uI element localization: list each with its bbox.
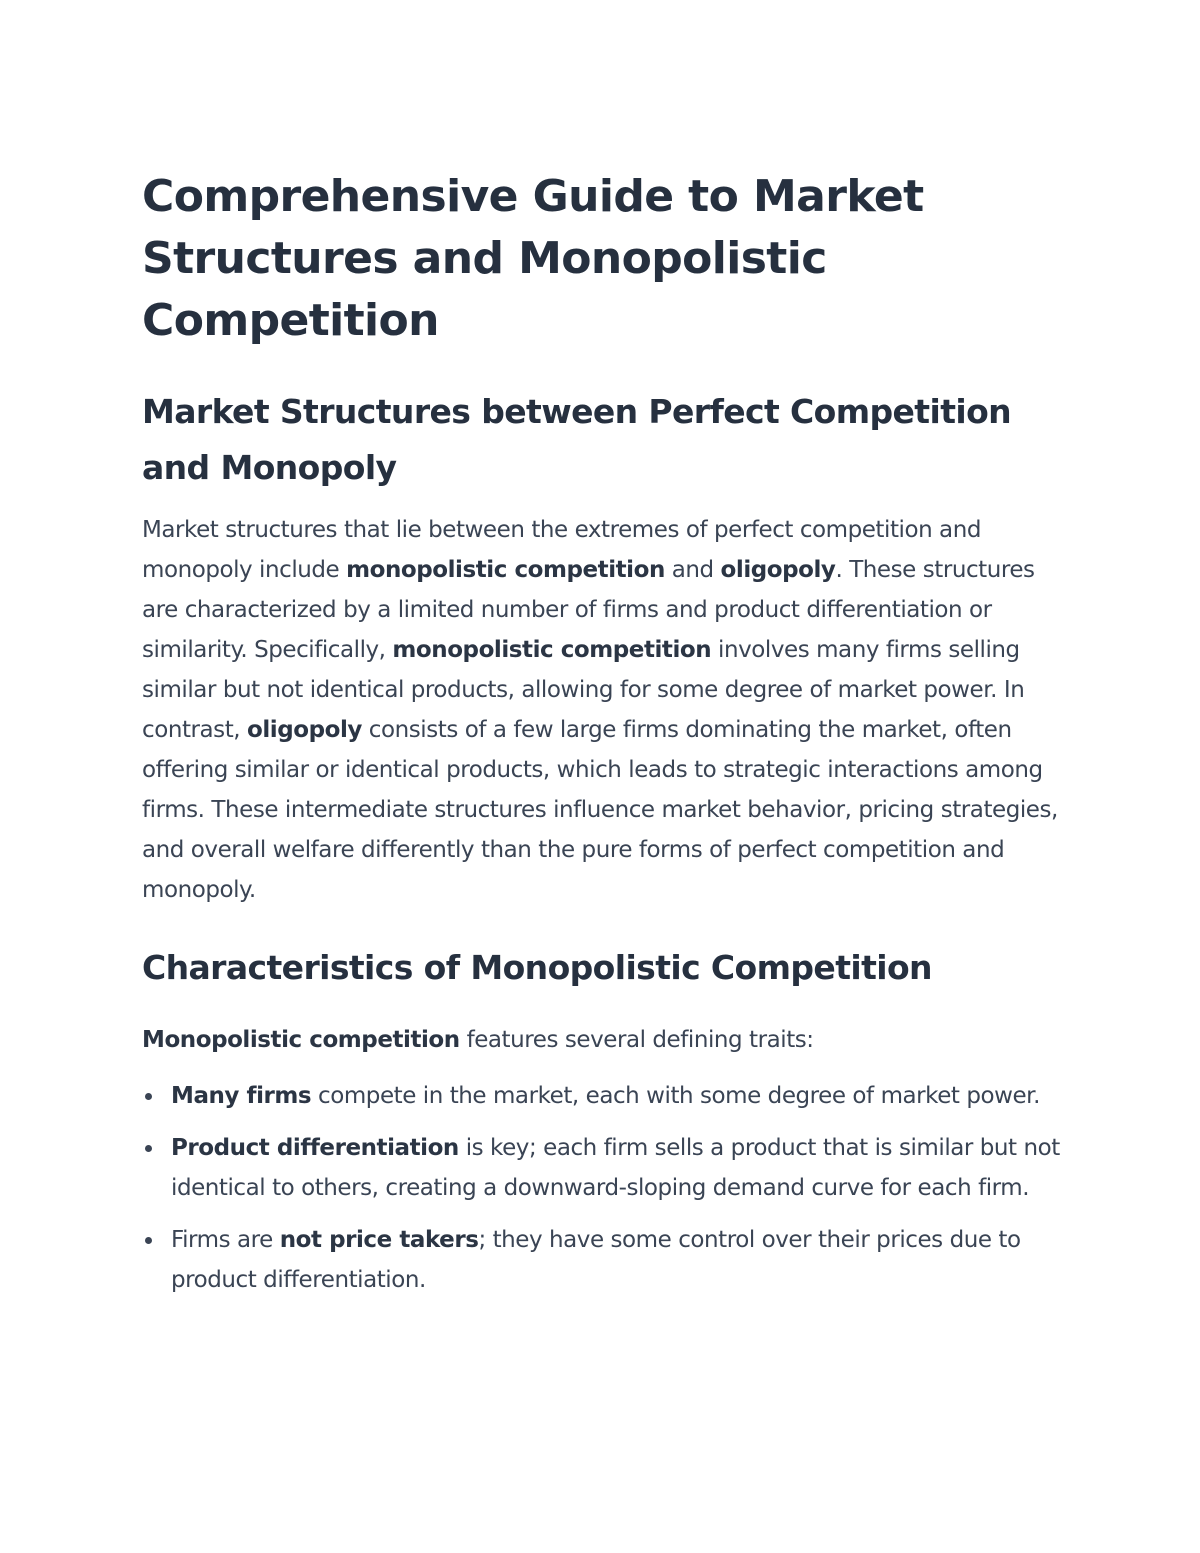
document-title: Comprehensive Guide to Market Structures and Monopolistic Competition [142,171,924,346]
item-term: Many firms [171,1083,312,1109]
paragraph-text: . These structures are characterized by a limited number of firms and product differentiation or similarity. Specifically, [142,557,1035,663]
item-term: Product differentiation [171,1135,459,1161]
lead-term: Monopolistic competition [142,1027,460,1053]
paragraph-text: Market structures that lie between the extremes of perfect competition and monopoly include [142,517,981,583]
lead-text: features several defining traits: [459,1027,814,1053]
term-oligopoly: oligopoly [247,717,362,743]
item-text: Firms are [171,1227,280,1253]
characteristics-lead [142,1020,1067,1060]
term-oligopoly: oligopoly [720,557,836,583]
paragraph-text: involves many firms selling similar but not identical products, allowing for some degree of market power. In contrast, [142,637,1025,743]
document-page [142,166,1067,1312]
paragraph-text: and [664,557,721,583]
term-monopolistic-competition: monopolistic competition [346,557,665,583]
bullet-icon [145,1237,152,1244]
term-monopolistic-competition: monopolistic competition [392,637,712,663]
paragraph-text: consists of a few large firms dominating the market, often offering similar or identical products, which leads to strategic interactions among firms. These intermediate structures influence market behavior, pricing strategies, and overall welfare differently than the pure forms of perfect competition and monopoly. [142,717,1058,903]
market-structures-paragraph [142,510,1067,910]
item-text: is key; each firm sells a product that is similar but not identical to others, creating a downward-sloping demand curve for each firm. [171,1135,1060,1201]
list-item [142,1128,1067,1208]
item-text: compete in the market, each with some degree of market power. [311,1083,1040,1109]
section-heading-characteristics: Characteristics of Monopolistic Competition [142,948,932,987]
bullet-icon [145,1093,152,1100]
bullet-icon [145,1145,152,1152]
item-text: ; they have some control over their prices due to product differentiation. [171,1227,1021,1293]
list-item [142,1220,1067,1300]
item-term: not price takers [279,1227,479,1253]
list-item [142,1076,1067,1116]
section-heading-market-structures: Market Structures between Perfect Competition and Monopoly [142,392,1012,487]
characteristics-list [142,1076,1067,1300]
